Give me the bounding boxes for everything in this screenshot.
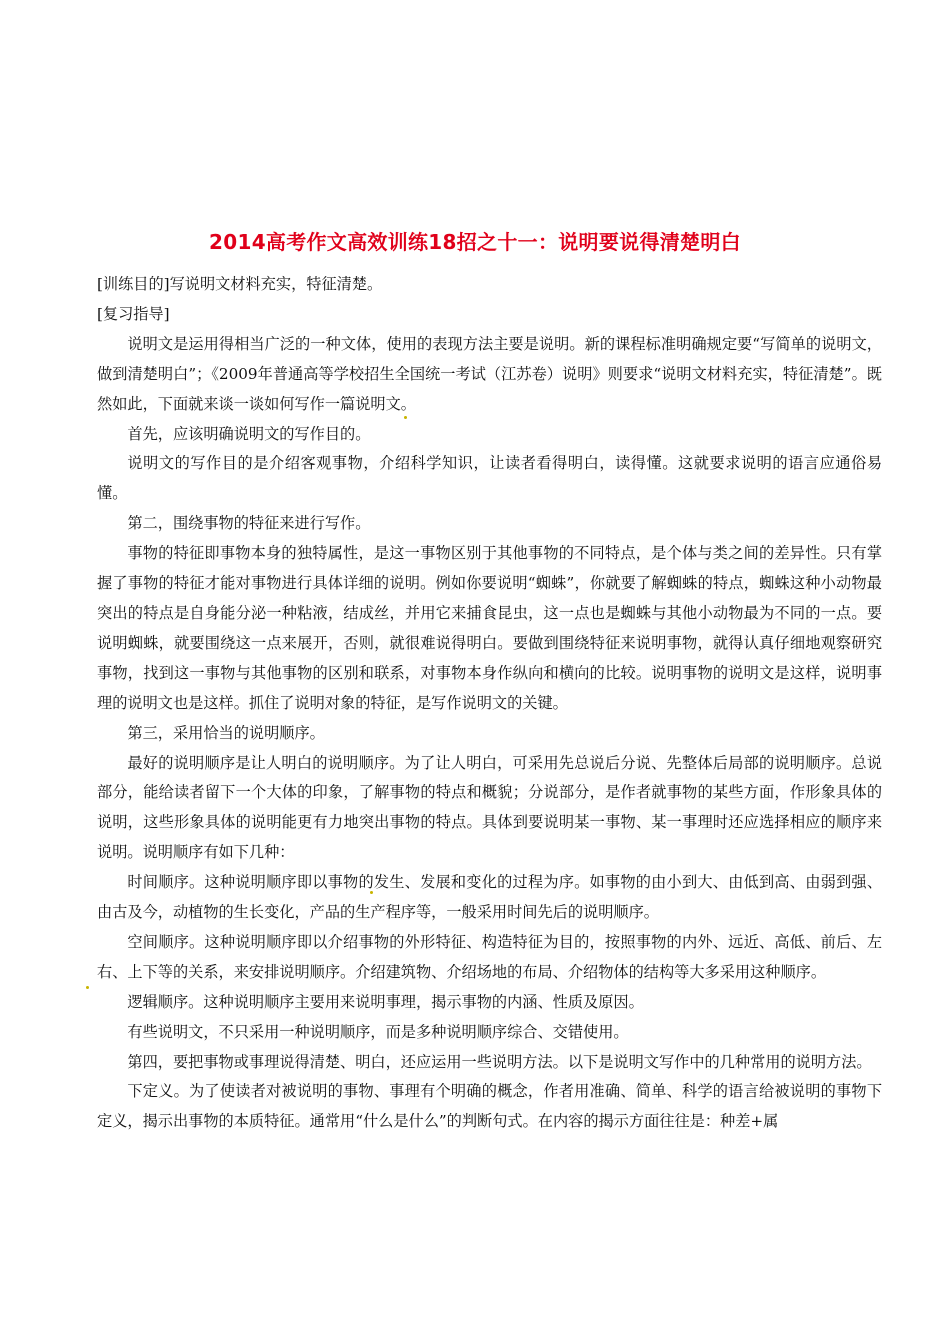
paragraph: 说明文的写作目的是介绍客观事物，介绍科学知识，让读者看得明白，读得懂。这就要求说明的语言应通俗易懂。 <box>97 454 882 503</box>
paragraph: 有些说明文，不只采用一种说明顺序，而是多种说明顺序综合、交错使用。 <box>127 1022 629 1041</box>
paragraph: 最好的说明顺序是让人明白的说明顺序。为了让人明白，可采用先总说后分说、先整体后局部的说明顺序。总说部分，能给读者留下一个大体的印象，了解事物的特点和概貌；分说部分，是作者就事物的某些方面，作形象具体的说明，这些形象具体的说明能更有力地突出事物的特点。具体到要说明某一事物、某一事理时还应选择相应的顺序来说明。说明顺序有如下几种： <box>97 753 882 862</box>
paragraph-review-guide: [复习指导] <box>97 304 170 323</box>
paragraph: 第二，围绕事物的特征来进行写作。 <box>127 514 371 533</box>
stray-mark <box>404 416 407 419</box>
stray-mark <box>370 891 373 894</box>
paragraph: 事物的特征即事物本身的独特属性，是这一事物区别于其他事物的不同特点，是个体与类之间的差异性。只有掌握了事物的特征才能对事物进行具体详细的说明。例如你要说明“蜘蛛”，你就要了解蜘蛛的特点，蜘蛛这种小动物最突出的特点是自身能分泌一种粘液，结成丝，并用它来捕食昆虫，这一点也是蜘蛛与其他小动物最为不同的一点。要说明蜘蛛，就要围绕这一点来展开，否则，就很难说得明白。要做到围绕特征来说明事物，就得认真仔细地观察研究事物，找到这一事物与其他事物的区别和联系，对事物本身作纵向和横向的比较。说明事物的说明文是这样，说明事理的说明文也是这样。抓住了说明对象的特征，是写作说明文的关键。 <box>97 544 882 712</box>
paragraph: 第三，采用恰当的说明顺序。 <box>127 723 325 742</box>
paragraph: 空间顺序。这种说明顺序即以介绍事物的外形特征、构造特征为目的，按照事物的内外、远近、高低、前后、左右、上下等的关系，来安排说明顺序。介绍建筑物、介绍场地的布局、介绍物体的结构等大多采用这种顺序。 <box>97 932 882 981</box>
document-title: 2014高考作文高效训练18招之十一：说明要说得清楚明白 <box>209 230 741 254</box>
paragraph: 第四，要把事物或事理说得清楚、明白，还应运用一些说明方法。以下是说明文写作中的几种常用的说明方法。 <box>127 1052 872 1071</box>
document-body <box>97 270 882 1137</box>
paragraph: 逻辑顺序。这种说明顺序主要用来说明事理，揭示事物的内涵、性质及原因。 <box>127 992 644 1011</box>
paragraph: 首先，应该明确说明文的写作目的。 <box>127 424 371 443</box>
paragraph-training-goal: [训练目的]写说明文材料充实，特征清楚。 <box>97 275 383 293</box>
paragraph: 下定义。为了使读者对被说明的事物、事理有个明确的概念，作者用准确、简单、科学的语言给被说明的事物下定义，揭示出事物的本质特征。通常用“什么是什么”的判断句式。在内容的揭示方面往往是：种差+属 <box>97 1082 882 1131</box>
stray-mark <box>86 986 89 989</box>
paragraph: 说明文是运用得相当广泛的一种文体，使用的表现方法主要是说明。新的课程标准明确规定要“写简单的说明文，做到清楚明白”；《2009年普通高等学校招生全国统一考试（江苏卷）说明》则要求“说明文材料充实，特征清楚”。既然如此，下面就来谈一谈如何写作一篇说明文。 <box>97 334 882 413</box>
paragraph: 时间顺序。这种说明顺序即以事物的发生、发展和变化的过程为序。如事物的由小到大、由低到高、由弱到强、由古及今，动植物的生长变化，产品的生产程序等，一般采用时间先后的说明顺序。 <box>97 873 882 922</box>
